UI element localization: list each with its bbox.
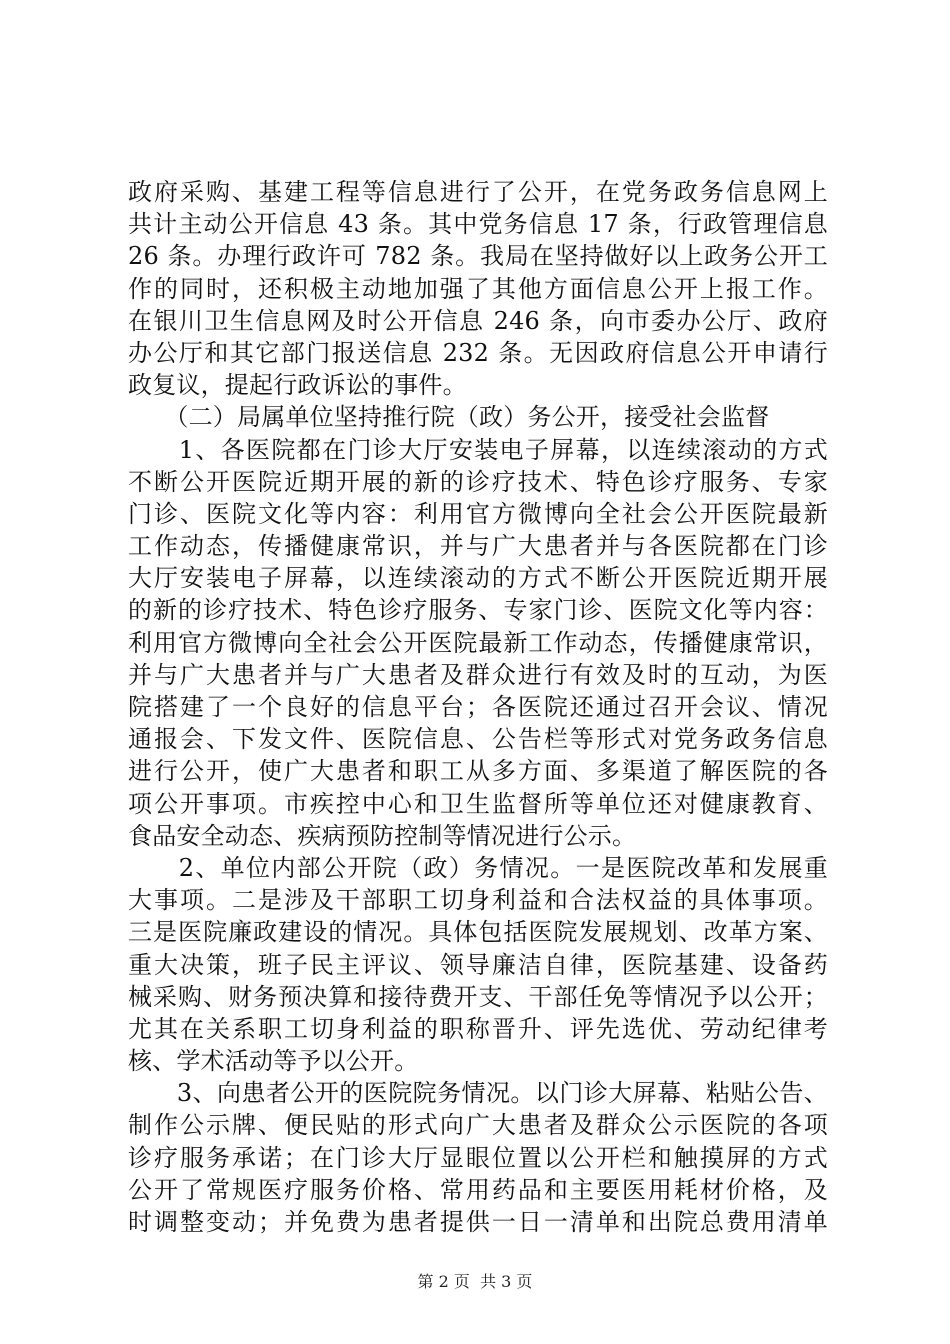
body-text: [128, 176, 828, 1238]
text-line: 制作公示牌、便民贴的形式向广大患者及群众公示医院的各项: [128, 1111, 828, 1140]
text-line: 2、单位内部公开院（政）务情况。一是医院改革和发展重: [128, 853, 828, 882]
text-line: 办公厅和其它部门报送信息 232 条。无因政府信息公开申请行: [128, 338, 828, 367]
page-footer: [0, 1272, 950, 1292]
text-line: 1、各医院都在门诊大厅安装电子屏幕，以连续滚动的方式: [128, 435, 828, 464]
text-line: 大厅安装电子屏幕，以连续滚动的方式不断公开医院近期开展: [128, 564, 828, 593]
text-line: 3、向患者公开的医院院务情况。以门诊大屏幕、粘贴公告、: [128, 1079, 828, 1108]
text-line: 核、学术活动等予以公开。: [128, 1047, 419, 1076]
text-line: 在银川卫生信息网及时公开信息 246 条，向市委办公厅、政府: [128, 306, 828, 335]
text-line: 进行公开，使广大患者和职工从多方面、多渠道了解医院的各: [128, 757, 828, 786]
text-line: 政复议，提起行政诉讼的事件。: [128, 371, 467, 400]
text-line: 大事项。二是涉及干部职工切身利益和合法权益的具体事项。: [128, 886, 828, 915]
text-line: 利用官方微博向全社会公开医院最新工作动态，传播健康常识，: [128, 628, 828, 657]
text-line: 诊疗服务承诺；在门诊大厅显眼位置以公开栏和触摸屏的方式: [128, 1143, 828, 1172]
text-line: 时调整变动；并免费为患者提供一日一清单和出院总费用清单: [128, 1208, 828, 1236]
text-line: 项公开事项。市疾控中心和卫生监督所等单位还对健康教育、: [128, 789, 828, 818]
text-line: 械采购、财务预决算和接待费开支、干部任免等情况予以公开；: [128, 982, 828, 1011]
text-line: 食品安全动态、疾病预防控制等情况进行公示。: [128, 821, 637, 850]
text-line: 三是医院廉政建设的情况。具体包括医院发展规划、改革方案、: [128, 918, 828, 947]
text-line: 共计主动公开信息 43 条。其中党务信息 17 条，行政管理信息: [128, 210, 828, 239]
text-line: 门诊、医院文化等内容：利用官方微博向全社会公开医院最新: [128, 499, 828, 528]
page-number-label: 第 2 页 共 3 页: [417, 1272, 533, 1291]
text-line: 院搭建了一个良好的信息平台；各医院还通过召开会议、情况: [128, 693, 828, 721]
section-heading: （二）局属单位坚持推行院（政）务公开，接受社会监督: [128, 403, 770, 432]
text-line: 作的同时，还积极主动地加强了其他方面信息公开上报工作。: [128, 274, 828, 303]
text-line: 重大决策，班子民主评议、领导廉洁自律，医院基建、设备药: [128, 950, 828, 979]
text-line: 工作动态，传播健康常识，并与广大患者并与各医院都在门诊: [128, 532, 828, 561]
text-line: 公开了常规医疗服务价格、常用药品和主要医用耗材价格，及: [128, 1175, 828, 1204]
text-line: 26 条。办理行政许可 782 条。我局在坚持做好以上政务公开工: [128, 242, 828, 271]
text-line: 尤其在关系职工切身利益的职称晋升、评先选优、劳动纪律考: [128, 1014, 828, 1043]
text-line: 政府采购、基建工程等信息进行了公开，在党务政务信息网上: [128, 178, 828, 206]
text-line: 不断公开医院近期开展的新的诊疗技术、特色诊疗服务、专家: [128, 467, 828, 496]
text-line: 并与广大患者并与广大患者及群众进行有效及时的互动，为医: [128, 660, 828, 689]
text-line: 的新的诊疗技术、特色诊疗服务、专家门诊、医院文化等内容：: [128, 596, 828, 625]
text-line: 通报会、下发文件、医院信息、公告栏等形式对党务政务信息: [128, 725, 828, 754]
